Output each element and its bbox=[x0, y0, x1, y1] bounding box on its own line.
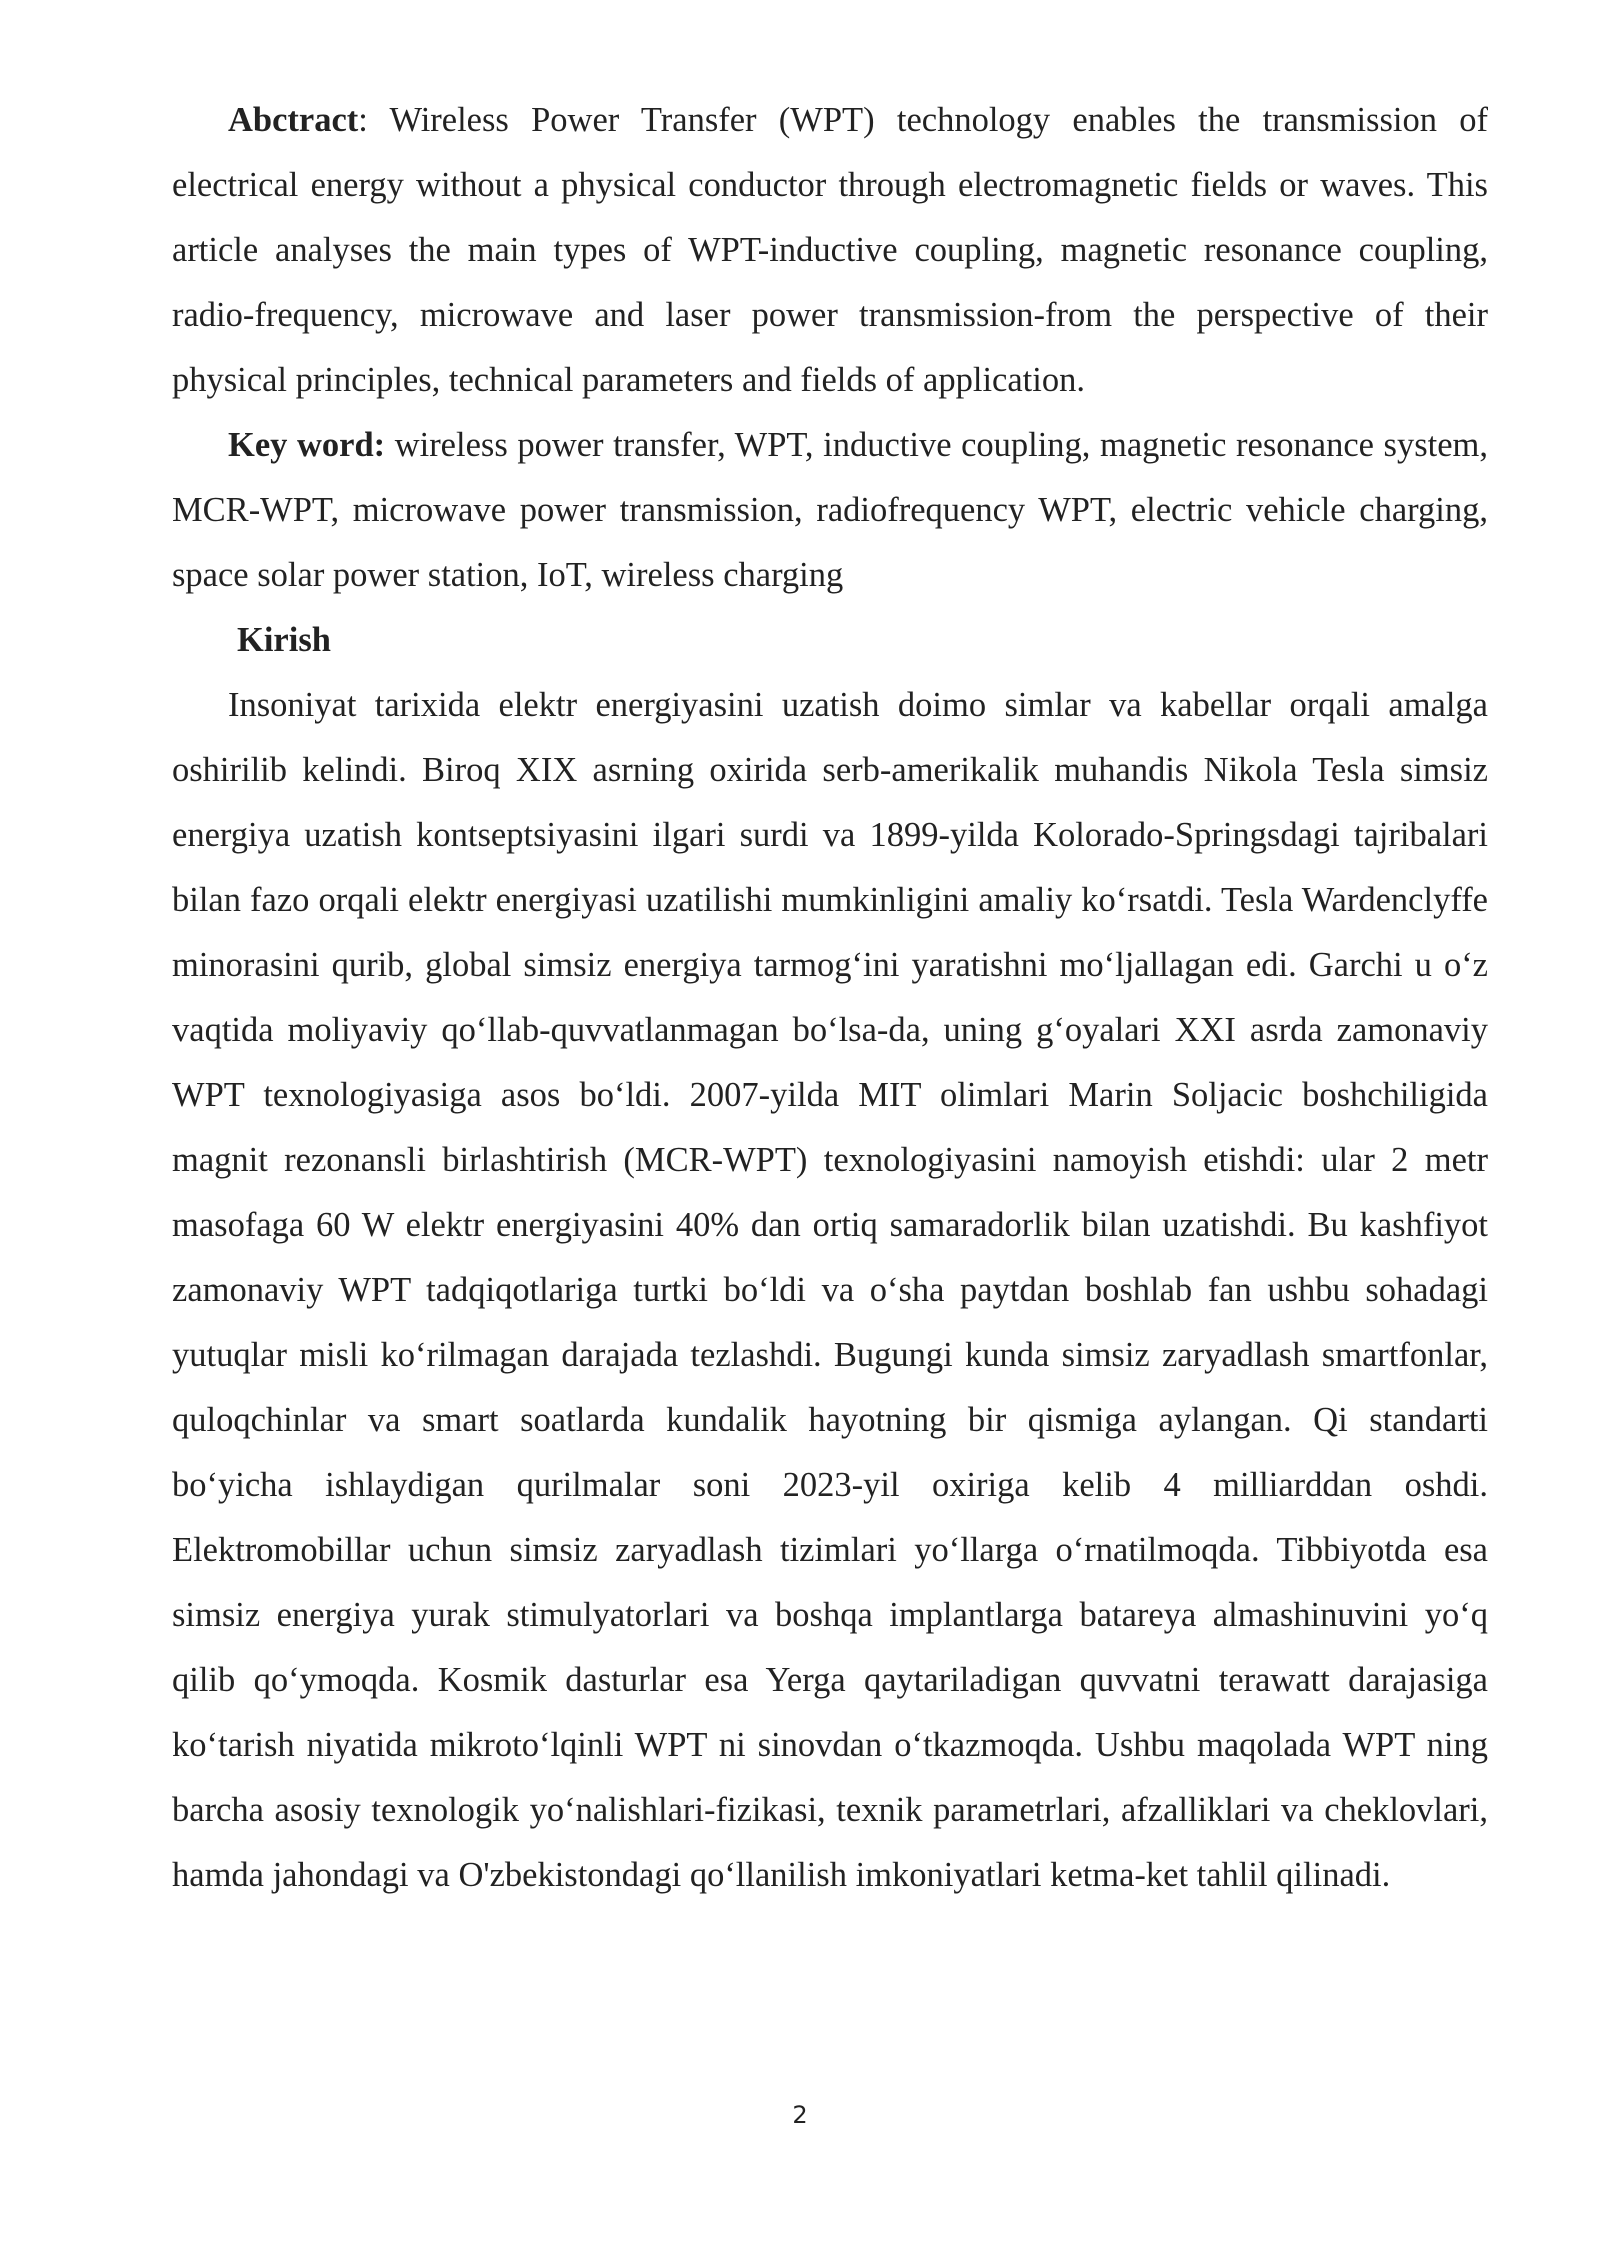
page-number: 2 bbox=[792, 2101, 808, 2129]
abstract-text: Wireless Power Transfer (WPT) technology enables the transmission of electrical energy without a physical conductor through electromagnetic fields or waves. This article analyses the main types of WPT-inductive coupling, magnetic resonance coupling, radio-frequency, microwave and laser power transmission-from the perspective of their physical principles, technical parameters and fields of application. bbox=[172, 101, 1488, 399]
keywords-paragraph bbox=[172, 413, 1488, 608]
page-body bbox=[172, 88, 1488, 1908]
section-heading-introduction: Kirish bbox=[237, 621, 331, 659]
abstract-label: Abctract bbox=[228, 101, 359, 139]
keywords-label: Key word: bbox=[228, 426, 386, 464]
abstract-separator: : bbox=[358, 101, 368, 139]
keywords-text: wireless power transfer, WPT, inductive coupling, magnetic resonance system, MCR-WPT, microwave power transmission, radiofrequency WPT, electric vehicle charging, space solar power station, IoT, wireless charging bbox=[172, 426, 1488, 594]
abstract-paragraph bbox=[172, 88, 1488, 413]
introduction-paragraph: Insoniyat tarixida elektr energiyasini uzatish doimo simlar va kabellar orqali amalga oshirilib kelindi. Biroq XIX asrning oxirida serb-amerikalik muhandis Nikola Tesla simsiz energiya uzatish kontseptsiyasini ilgari surdi va 1899-yilda Kolorado-Springsdagi tajribalari bilan fazo orqali elektr energiyasi uzatilishi mumkinligini amaliy ko‘rsatdi. Tesla Wardenclyffe minorasini qurib, global simsiz energiya tarmog‘ini yaratishni mo‘ljallagan edi. Garchi u o‘z vaqtida moliyaviy qo‘llab-quvvatlanmagan bo‘lsa-da, uning g‘oyalari XXI asrda zamonaviy WPT texnologiyasiga asos bo‘ldi. 2007-yilda MIT olimlari Marin Soljacic boshchiligida magnit rezonansli birlashtirish (MCR-WPT) texnologiyasini namoyish etishdi: ular 2 metr masofaga 60 W elektr energiyasini 40% dan ortiq samaradorlik bilan uzatishdi. Bu kashfiyot zamonaviy WPT tadqiqotlariga turtki bo‘ldi va o‘sha paytdan boshlab fan ushbu sohadagi yutuqlar misli ko‘rilmagan darajada tezlashdi. Bugungi kunda simsiz zaryadlash smartfonlar, quloqchinlar va smart soatlarda kundalik hayotning bir qismiga aylangan. Qi standarti bo‘yicha ishlaydigan qurilmalar soni 2023-yil oxiriga kelib 4 milliarddan oshdi. Elektromobillar uchun simsiz zaryadlash tizimlari yo‘llarga o‘rnatilmoqda. Tibbiyotda esa simsiz energiya yurak stimulyatorlari va boshqa implantlarga batareya almashinuvini yo‘q qilib qo‘ymoqda. Kosmik dasturlar esa Yerga qaytariladigan quvvatni terawatt darajasiga ko‘tarish niyatida mikroto‘lqinli WPT ni sinovdan o‘tkazmoqda. Ushbu maqolada WPT ning barcha asosiy texnologik yo‘nalishlari-fizikasi, texnik parametrlari, afzalliklari va cheklovlari, hamda jahondagi va O'zbekistondagi qo‘llanilish imkoniyatlari ketma-ket tahlil qilinadi. bbox=[172, 686, 1488, 1894]
